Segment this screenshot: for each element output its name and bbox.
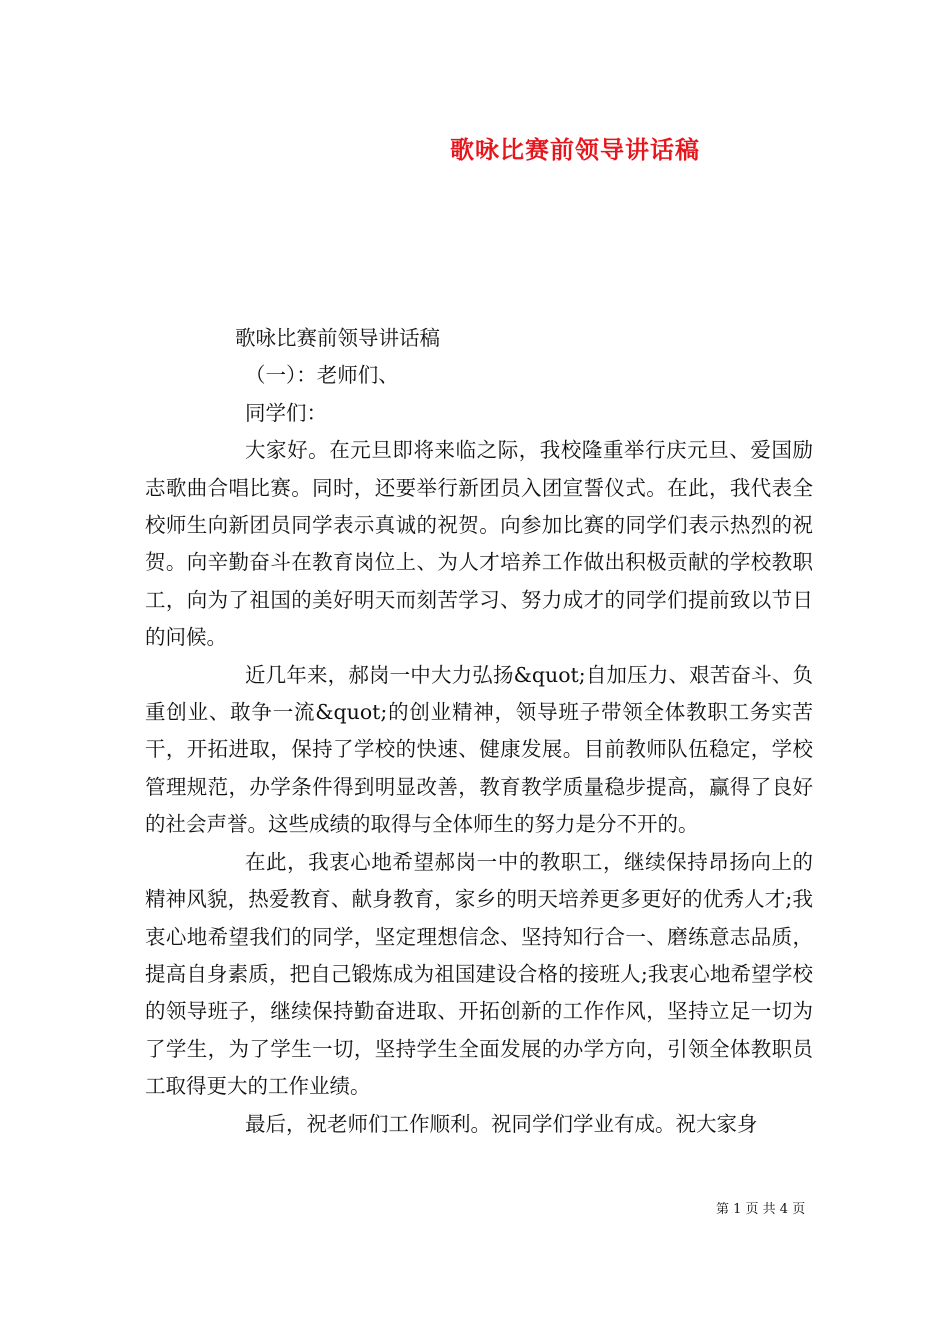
paragraph: 最后，祝老师们工作顺利。祝同学们学业有成。祝大家身: [245, 1111, 758, 1136]
paragraph: 大家好。在元旦即将来临之际，我校隆重举行庆元旦、爱国励志歌曲合唱比赛。同时，还要举行新团员入团宣誓仪式。在此，我代表全校师生向新团员同学表示真诚的祝贺。向参加比赛的同学们表示热烈的祝贺。向辛勤奋斗在教育岗位上、为人才培养工作做出积极贡献的学校教职工，向为了祖国的美好明天而刻苦学习、努力成才的同学们提前致以节日的问候。: [145, 438, 813, 650]
document-body: [145, 320, 813, 1143]
salutation-line-2: 同学们：: [245, 400, 327, 425]
document-title: 歌咏比赛前领导讲话稿: [450, 135, 700, 164]
document-subtitle: 歌咏比赛前领导讲话稿: [235, 326, 440, 350]
page-number: 第 1 页 共 4 页: [716, 1202, 806, 1217]
paragraph: 近几年来，郝岗一中大力弘扬&quot;自加压力、艰苦奋斗、负重创业、敢争一流&quot;的创业精神，领导班子带领全体教职工务实苦干，开拓进取，保持了学校的快速、健康发展。目前教师队伍稳定，学校管理规范，办学条件得到明显改善，教育教学质量稳步提高，赢得了良好的社会声誉。这些成绩的取得与全体师生的努力是分不开的。: [145, 662, 813, 837]
paragraph: 在此，我衷心地希望郝岗一中的教职工，继续保持昂扬向上的精神风貌，热爱教育、献身教育，家乡的明天培养更多更好的优秀人才;我衷心地希望我们的同学，坚定理想信念、坚持知行合一、磨练意志品质，提高自身素质，把自己锻炼成为祖国建设合格的接班人;我衷心地希望学校的领导班子，继续保持勤奋进取、开拓创新的工作作风，坚持立足一切为了学生，为了学生一切，坚持学生全面发展的办学方向，引领全体教职员工取得更大的工作业绩。: [145, 849, 813, 1099]
salutation-line-1: （一）：老师们、: [245, 363, 399, 388]
